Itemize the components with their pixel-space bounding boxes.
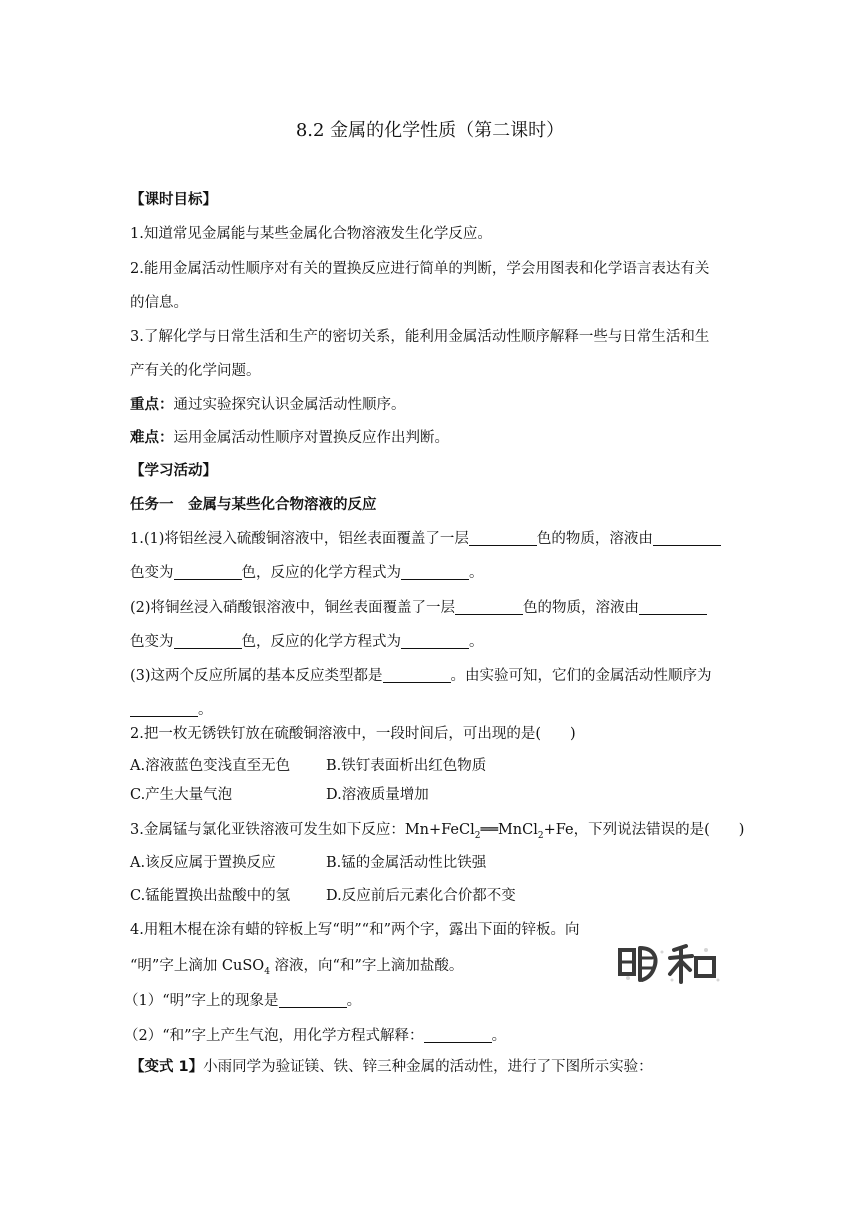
q3-options-row2: [130, 886, 730, 906]
q1-text: 色，反应的化学方程式为: [241, 565, 401, 581]
q3-option-d[interactable]: D.反应前后元素化合价都不变: [326, 888, 516, 904]
q1-line1: [130, 529, 721, 549]
q1-text: 。: [469, 634, 484, 650]
subscript: 4: [264, 966, 270, 977]
q1-text: (3)这两个反应所属的基本反应类型都是: [130, 668, 383, 684]
zinc-plate-drawing: [614, 940, 726, 986]
q4-text: 。: [346, 993, 362, 1009]
q1-text: 色的物质，溶液由: [536, 531, 653, 547]
q3-option-c[interactable]: C.锰能置换出盐酸中的氢: [130, 888, 291, 904]
answer-blank[interactable]: [174, 565, 242, 580]
difficult-point-label: 难点：: [130, 430, 174, 446]
page-title: 8.2 金属的化学性质（第二课时）: [295, 120, 565, 141]
q3-stem: [130, 820, 744, 846]
objective-1: 1.知道常见金属能与某些金属化合物溶液发生化学反应。: [130, 226, 492, 242]
objective-3-cont: 产有关的化学问题。: [130, 363, 261, 379]
objective-2: 2.能用金属活动性顺序对有关的置换反应进行简单的判断，学会用图表和化学语言表达有关: [130, 261, 710, 277]
answer-blank[interactable]: [174, 634, 242, 649]
q1-text: 色变为: [130, 634, 174, 650]
answer-blank[interactable]: [455, 600, 523, 615]
q2-option-b[interactable]: B.铁钉表面析出红色物质: [326, 758, 487, 774]
key-point: [130, 395, 406, 415]
q4-line2: [130, 956, 463, 982]
q3-text: +Fe，下列说法错误的是( ): [543, 822, 745, 838]
objective-2-cont: 的信息。: [130, 295, 188, 311]
answer-blank[interactable]: [653, 531, 721, 546]
answer-blank[interactable]: [639, 600, 707, 615]
q2-option-a[interactable]: A.溶液蓝色变浅直至无色: [130, 758, 291, 774]
q1-line2: [130, 563, 484, 583]
answer-blank[interactable]: [424, 1028, 492, 1043]
q4-part2: [124, 1026, 506, 1046]
q2-option-d[interactable]: D.溶液质量增加: [326, 787, 429, 803]
answer-blank[interactable]: [130, 702, 198, 717]
q1-line4: [130, 632, 484, 652]
q3-options-row1: [130, 853, 730, 873]
key-point-label: 重点：: [130, 397, 174, 413]
q1-text: 色的物质，溶液由: [523, 600, 640, 616]
key-point-text: 通过实验探究认识金属活动性顺序。: [173, 397, 406, 413]
q1-line6: [130, 700, 213, 720]
q4-text: （2）“和”字上产生气泡，用化学方程式解释：: [124, 1028, 424, 1044]
q3-option-b[interactable]: B.锰的金属活动性比铁强: [326, 855, 487, 871]
q2-option-c[interactable]: C.产生大量气泡: [130, 787, 233, 803]
q3-text: 3.金属锰与氯化亚铁溶液可发生如下反应：Mn+FeCl: [130, 822, 475, 838]
variant-text: 小雨同学为验证镁、铁、锌三种金属的活动性，进行了下图所示实验：: [203, 1059, 653, 1075]
q1-text: 。: [198, 702, 213, 718]
q4-text: 溶液，向“和”字上滴加盐酸。: [269, 958, 464, 974]
q1-text: 色，反应的化学方程式为: [241, 634, 401, 650]
answer-blank[interactable]: [279, 993, 347, 1008]
q2-options-row2: [130, 785, 730, 805]
answer-blank[interactable]: [469, 531, 537, 546]
q1-text: 。: [469, 565, 484, 581]
q1-text: 。由实验可知，它们的金属活动性顺序为: [450, 668, 712, 684]
q4-text: “明”字上滴加 CuSO: [130, 958, 265, 974]
q1-text: (2)将铜丝浸入硝酸银溶液中，铜丝表面覆盖了一层: [130, 600, 456, 616]
q2-options-row1: [130, 756, 730, 776]
q4-part1: [124, 991, 361, 1011]
variant-1: [130, 1057, 653, 1077]
task1-heading: 任务一 金属与某些化合物溶液的反应: [130, 497, 377, 513]
subscript: 2: [537, 830, 544, 841]
activities-heading: 【学习活动】: [130, 463, 217, 479]
q4-text: （1）“明”字上的现象是: [124, 993, 279, 1009]
difficult-point: [130, 428, 449, 448]
answer-blank[interactable]: [401, 634, 469, 649]
q3-text: ══MnCl: [480, 822, 538, 838]
q1-line5: [130, 666, 712, 686]
q1-text: 色变为: [130, 565, 174, 581]
objective-3: 3.了解化学与日常生活和生产的密切关系，能利用金属活动性顺序解释一些与日常生活和生: [130, 329, 710, 345]
variant-label: 【变式 1】: [130, 1059, 204, 1075]
subscript: 2: [474, 830, 481, 841]
difficult-point-text: 运用金属活动性顺序对置换反应作出判断。: [173, 430, 449, 446]
q2-stem: 2.把一枚无锈铁钉放在硫酸铜溶液中，一段时间后，可出现的是( ): [130, 726, 576, 742]
q3-option-a[interactable]: A.该反应属于置换反应: [130, 855, 276, 871]
q1-text: 1.(1)将铝丝浸入硫酸铜溶液中，铝丝表面覆盖了一层: [130, 531, 469, 547]
q1-line3: [130, 598, 707, 618]
answer-blank[interactable]: [401, 565, 469, 580]
objectives-heading: 【课时目标】: [130, 192, 217, 208]
q4-text: 。: [491, 1028, 507, 1044]
q4-line1: 4.用粗木棍在涂有蜡的锌板上写“明”“和”两个字，露出下面的锌板。向: [130, 922, 580, 938]
zinc-plate-characters-image: [614, 940, 726, 986]
answer-blank[interactable]: [383, 668, 451, 683]
